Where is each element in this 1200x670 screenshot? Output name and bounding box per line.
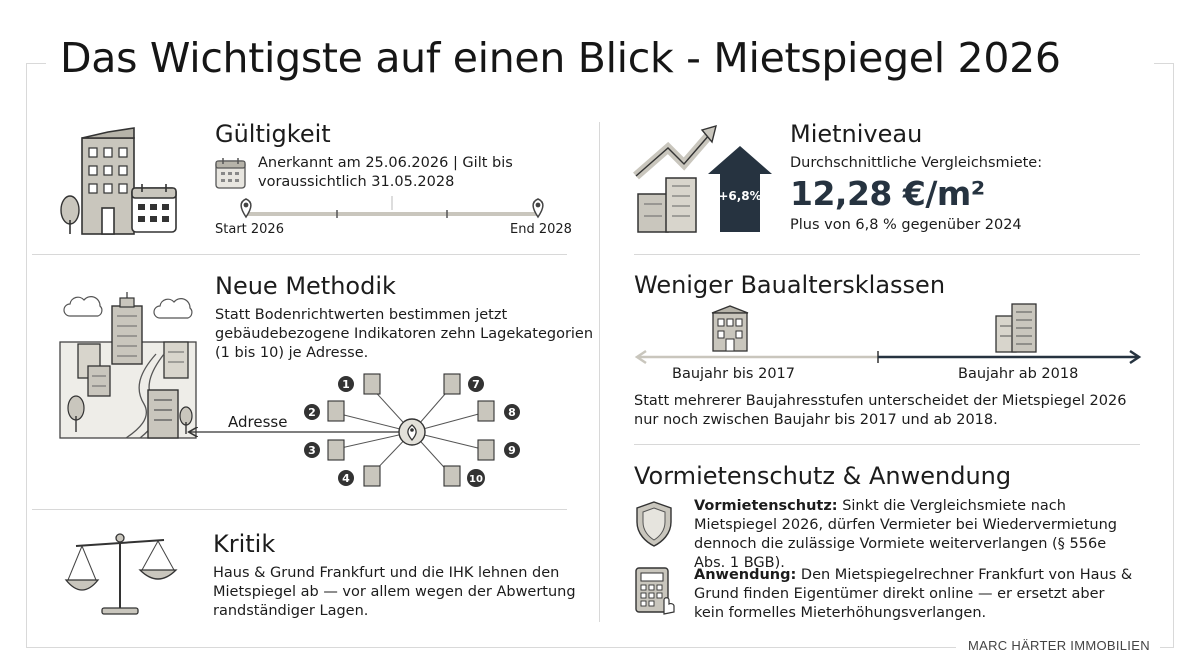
frame-line-top-right bbox=[1154, 63, 1174, 64]
category-8-badge: 8 bbox=[508, 406, 516, 419]
frame-line-bottom bbox=[26, 647, 956, 648]
divider-right-1 bbox=[634, 254, 1140, 255]
growth-badge: +6,8% bbox=[718, 189, 762, 203]
page-title: Das Wichtigste auf einen Blick - Mietspiegel 2026 bbox=[60, 34, 1061, 82]
vormietenschutz-label: Vormietenschutz: bbox=[694, 498, 838, 514]
scales-icon bbox=[64, 528, 176, 618]
category-1-badge: 1 bbox=[342, 378, 350, 391]
category-7-badge: 7 bbox=[472, 378, 480, 391]
kritik-heading: Kritik bbox=[213, 530, 276, 558]
frame-line-bottom-right bbox=[1160, 647, 1174, 648]
calendar-icon bbox=[215, 157, 247, 189]
category-9-badge: 9 bbox=[508, 444, 516, 457]
category-2-badge: 2 bbox=[308, 406, 316, 419]
vormieten-heading: Vormietenschutz & Anwendung bbox=[634, 462, 1012, 490]
gueltigkeit-heading: Gültigkeit bbox=[215, 120, 331, 148]
methodik-text: Statt Bodenrichtwerten bestimmen jetzt gebäudebezogene Indikatoren zehn Lagekategorien (1 bis 10) je Adresse. bbox=[215, 307, 594, 361]
category-4-badge: 4 bbox=[342, 472, 350, 485]
category-3-badge: 3 bbox=[308, 444, 316, 457]
anwendung-label: Anwendung: bbox=[694, 567, 797, 583]
timeline-start-label: Start 2026 bbox=[215, 222, 284, 237]
frame-line-left bbox=[26, 63, 27, 648]
mietniveau-subtitle: Durchschnittliche Vergleichsmiete: bbox=[790, 155, 1043, 171]
mietniveau-note: Plus von 6,8 % gegenüber 2024 bbox=[790, 217, 1022, 233]
baualter-text: Statt mehrerer Baujahresstufen unterscheidet der Mietspiegel 2026 nur noch zwischen Baujahr bis 2017 und ab 2018. bbox=[634, 393, 1127, 428]
city-landscape-icon bbox=[60, 292, 200, 440]
baualter-heading: Weniger Baualtersklassen bbox=[634, 271, 946, 299]
vormietenschutz-text bbox=[694, 497, 1134, 573]
frame-line-right bbox=[1173, 63, 1174, 648]
vormietenschutz-body: Sinkt die Vergleichsmiete nach Mietspiegel 2026, dürfen Vermieter bei Wiedervermietung dennoch die zulässige Vormiete weiterverlangen (§ 556e Abs. 1 BGB). bbox=[694, 498, 1117, 571]
baujahr-bis-label: Baujahr bis 2017 bbox=[672, 366, 795, 382]
gueltigkeit-text: Anerkannt am 25.06.2026 | Gilt bis voraussichtlich 31.05.2028 bbox=[258, 155, 513, 190]
old-building-icon bbox=[710, 305, 750, 353]
timeline-end-label: End 2028 bbox=[510, 222, 572, 237]
rent-growth-icon bbox=[632, 124, 778, 234]
calculator-icon bbox=[634, 566, 678, 616]
location-category-network bbox=[180, 368, 530, 496]
validity-timeline bbox=[230, 196, 560, 222]
kritik-text: Haus & Grund Frankfurt und die IHK lehnen den Mietspiegel ab — vor allem wegen der Abwertung randständiger Lagen. bbox=[213, 565, 576, 619]
column-divider bbox=[599, 122, 600, 622]
divider-left-1 bbox=[32, 254, 567, 255]
baujahr-ab-label: Baujahr ab 2018 bbox=[958, 366, 1079, 382]
average-rent-value: 12,28 €/m² bbox=[790, 174, 985, 213]
anwendung-text bbox=[694, 566, 1134, 623]
divider-right-2 bbox=[634, 444, 1140, 445]
category-10-badge: 10 bbox=[469, 474, 483, 485]
shield-icon bbox=[634, 500, 674, 548]
anwendung-body: Den Mietspiegelrechner Frankfurt von Haus & Grund finden Eigentümer direkt online — er ersetzt aber kein formelles Mieterhöhungsverlangen. bbox=[694, 567, 1133, 621]
frame-line-top-left bbox=[26, 63, 46, 64]
mietniveau-heading: Mietniveau bbox=[790, 120, 923, 148]
divider-left-2 bbox=[32, 509, 567, 510]
footer-brand: MARC HÄRTER IMMOBILIEN bbox=[968, 638, 1150, 653]
address-label: Adresse bbox=[228, 413, 288, 431]
building-calendar-icon bbox=[58, 124, 178, 236]
methodik-heading: Neue Methodik bbox=[215, 272, 396, 300]
new-building-icon bbox=[994, 302, 1040, 354]
